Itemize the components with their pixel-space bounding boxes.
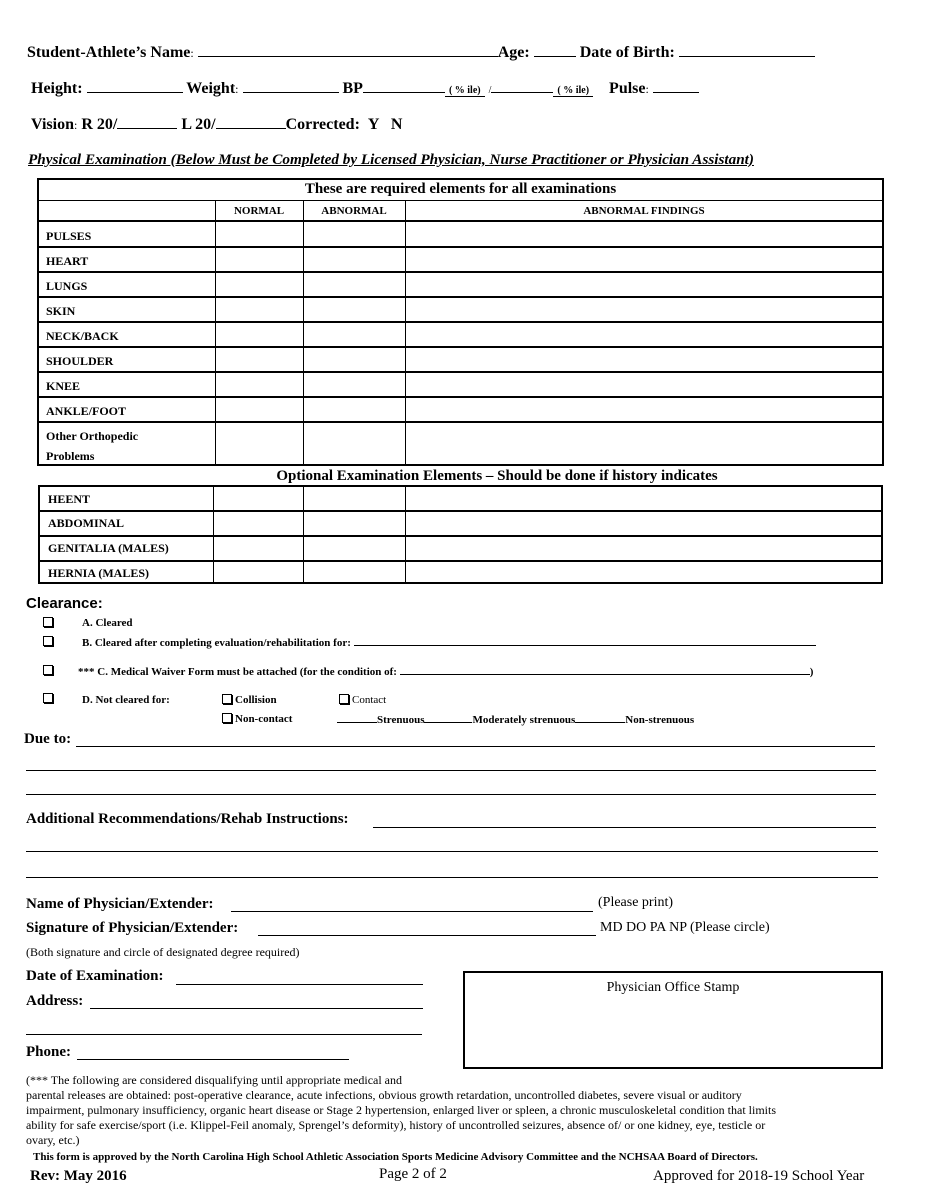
disqualifying-line-3: impairment, pulmonary insufficiency, organic heart disease or Stage 2 hypertension, enlarged liver or spleen, a chronic musculoskeletal condition that limits bbox=[26, 1103, 777, 1117]
address-field-1[interactable] bbox=[90, 1008, 423, 1009]
clearance-c-close: ) bbox=[809, 666, 814, 678]
physician-signature-field[interactable] bbox=[258, 935, 596, 936]
noncontact-option[interactable] bbox=[222, 713, 292, 725]
row-heart: HEART bbox=[46, 254, 89, 268]
stamp-label: Physician Office Stamp bbox=[606, 980, 740, 995]
corrected-options[interactable]: Y N bbox=[367, 116, 403, 133]
age-field[interactable] bbox=[534, 56, 576, 57]
vision-left-field[interactable] bbox=[216, 128, 286, 129]
height-label: Height: bbox=[31, 80, 83, 97]
bp-label: BP bbox=[342, 80, 363, 97]
row-genitalia: GENITALIA (MALES) bbox=[48, 541, 169, 555]
revision-date: Rev: May 2016 bbox=[30, 1168, 127, 1184]
optional-table-title: Optional Examination Elements – Should be done if history indicates bbox=[276, 468, 718, 484]
exam-title: Physical Examination (Below Must be Completed by Licensed Physician, Nurse Practitioner or Physician Assistant) bbox=[28, 151, 754, 168]
col-header-abnormal-findings: ABNORMAL FINDINGS bbox=[583, 205, 705, 217]
page-number: Page 2 of 2 bbox=[379, 1166, 447, 1182]
clearance-b-checkbox[interactable] bbox=[43, 636, 53, 646]
dob-field[interactable] bbox=[679, 56, 815, 57]
student-name-field[interactable] bbox=[198, 56, 498, 57]
please-print-note: (Please print) bbox=[598, 895, 674, 910]
phone-label: Phone: bbox=[26, 1044, 71, 1060]
age-label: Age: bbox=[497, 44, 530, 61]
disqualifying-note bbox=[26, 1073, 776, 1148]
bp-percentile-1: ( % ile) bbox=[445, 85, 485, 97]
due-to-line-2[interactable] bbox=[26, 770, 876, 771]
phone-field[interactable] bbox=[77, 1059, 349, 1060]
student-name-label: Student-Athlete’s Name bbox=[27, 44, 191, 61]
clearance-d-checkbox[interactable] bbox=[43, 693, 53, 703]
row-heent: HEENT bbox=[48, 492, 91, 506]
disqualifying-line-1: (*** The following are considered disqualifying until appropriate medical and bbox=[26, 1073, 403, 1087]
row-other-orthopedic-line2: Problems bbox=[46, 449, 95, 463]
required-table-title: These are required elements for all examinations bbox=[304, 181, 617, 197]
clearance-title: Clearance: bbox=[26, 595, 103, 612]
row-other-orthopedic-line1: Other Orthopedic bbox=[46, 429, 139, 443]
row-abdominal: ABDOMINAL bbox=[48, 516, 125, 530]
clearance-a-label: A. Cleared bbox=[82, 617, 133, 629]
clearance-b-row bbox=[82, 637, 816, 649]
row-skin: SKIN bbox=[46, 304, 76, 318]
bp-percentile-2: ( % ile) bbox=[553, 85, 593, 97]
height-field[interactable] bbox=[87, 92, 183, 93]
col-header-normal: NORMAL bbox=[233, 205, 285, 217]
additional-recommendations-label: Additional Recommendations/Rehab Instructions: bbox=[26, 811, 349, 827]
disqualifying-line-2: parental releases are obtained: post-operative clearance, acute infections, obvious growth retardation, uncontrolled diabetes, severe visual or auditory bbox=[26, 1088, 742, 1102]
due-to-line-3[interactable] bbox=[26, 794, 876, 795]
approval-statement: This form is approved by the North Carolina High School Athletic Association Sports Medicine Advisory Committee and the NCHSAA Board of Directors. bbox=[33, 1151, 758, 1163]
degree-options[interactable]: MD DO PA NP (Please circle) bbox=[600, 920, 770, 935]
row-pulses: PULSES bbox=[46, 229, 92, 243]
vision-label: Vision bbox=[31, 116, 74, 133]
additional-line-1[interactable] bbox=[373, 827, 876, 828]
non-strenuous-label: Non-strenuous bbox=[625, 714, 695, 726]
vitals-row: Height: Weight: BP ( % ile) / ( % ile) Pulse: bbox=[31, 80, 699, 98]
approved-school-year: Approved for 2018-19 School Year bbox=[653, 1168, 865, 1184]
strenuous-field[interactable] bbox=[337, 722, 377, 723]
disqualifying-line-4: ability for safe exercise/sport (i.e. Klippel-Feil anomaly, Sprengel’s deformity), history of uncontrolled seizures, absence of/ or one kidney, eye, testicle or bbox=[26, 1118, 766, 1132]
bp-diastolic-field[interactable] bbox=[491, 92, 553, 93]
physician-name-field[interactable] bbox=[231, 911, 593, 912]
student-name-row: Student-Athlete’s Name: Age: Date of Birth: bbox=[27, 44, 815, 62]
clearance-b-field[interactable] bbox=[354, 645, 816, 646]
moderately-strenuous-label: Moderately strenuous bbox=[472, 714, 576, 726]
vision-right-field[interactable] bbox=[117, 128, 177, 129]
contact-checkbox[interactable] bbox=[339, 694, 349, 704]
dob-label: Date of Birth: bbox=[579, 44, 675, 61]
vision-left-label: L 20/ bbox=[181, 116, 216, 133]
clearance-d-label: D. Not cleared for: bbox=[82, 694, 170, 706]
col-header-abnormal: ABNORMAL bbox=[321, 205, 387, 217]
row-shoulder: SHOULDER bbox=[46, 354, 114, 368]
collision-label: Collision bbox=[235, 694, 277, 706]
non-strenuous-field[interactable] bbox=[575, 722, 625, 723]
physician-signature-label: Signature of Physician/Extender: bbox=[26, 920, 239, 936]
clearance-c-label: *** C. Medical Waiver Form must be attached (for the condition of: bbox=[78, 666, 397, 678]
disqualifying-line-5: ovary, etc.) bbox=[26, 1133, 80, 1147]
due-to-label: Due to: bbox=[24, 731, 72, 747]
vision-row: Vision: R 20/ L 20/ Corrected: Y N bbox=[31, 116, 403, 133]
row-ankle-foot: ANKLE/FOOT bbox=[46, 404, 127, 418]
contact-label: Contact bbox=[352, 694, 387, 706]
vision-right-label: R 20/ bbox=[81, 116, 118, 133]
row-hernia: HERNIA (MALES) bbox=[48, 566, 150, 580]
additional-line-3[interactable] bbox=[26, 877, 878, 878]
additional-line-2[interactable] bbox=[26, 851, 878, 852]
clearance-c-field[interactable] bbox=[400, 674, 810, 675]
weight-field[interactable] bbox=[243, 92, 339, 93]
moderately-strenuous-field[interactable] bbox=[424, 722, 472, 723]
clearance-c-row bbox=[78, 666, 813, 678]
corrected-label: Corrected: bbox=[285, 116, 360, 133]
pulse-field[interactable] bbox=[653, 92, 699, 93]
clearance-b-label: B. Cleared after completing evaluation/rehabilitation for: bbox=[82, 637, 351, 649]
clearance-a-checkbox[interactable] bbox=[43, 617, 53, 627]
weight-label: Weight bbox=[186, 80, 236, 97]
row-lungs: LUNGS bbox=[46, 279, 88, 293]
address-label: Address: bbox=[26, 993, 84, 1009]
collision-checkbox[interactable] bbox=[222, 694, 232, 704]
strenuous-levels bbox=[337, 714, 694, 726]
contact-option[interactable] bbox=[339, 694, 386, 706]
signature-note: (Both signature and circle of designated degree required) bbox=[26, 945, 300, 959]
collision-option[interactable] bbox=[222, 694, 277, 706]
clearance-c-checkbox[interactable] bbox=[43, 665, 53, 675]
bp-systolic-field[interactable] bbox=[363, 92, 445, 93]
due-to-line-1[interactable] bbox=[76, 746, 875, 747]
row-neck-back: NECK/BACK bbox=[46, 329, 119, 343]
address-field-2[interactable] bbox=[26, 1034, 422, 1035]
bp-separator: / bbox=[488, 85, 492, 96]
exam-date-field[interactable] bbox=[176, 984, 423, 985]
strenuous-label: Strenuous bbox=[377, 714, 425, 726]
physician-name-label: Name of Physician/Extender: bbox=[26, 896, 214, 912]
row-knee: KNEE bbox=[46, 379, 81, 393]
exam-date-label: Date of Examination: bbox=[26, 968, 164, 984]
noncontact-label: Non-contact bbox=[235, 713, 293, 725]
pulse-label: Pulse bbox=[609, 80, 646, 97]
noncontact-checkbox[interactable] bbox=[222, 713, 232, 723]
